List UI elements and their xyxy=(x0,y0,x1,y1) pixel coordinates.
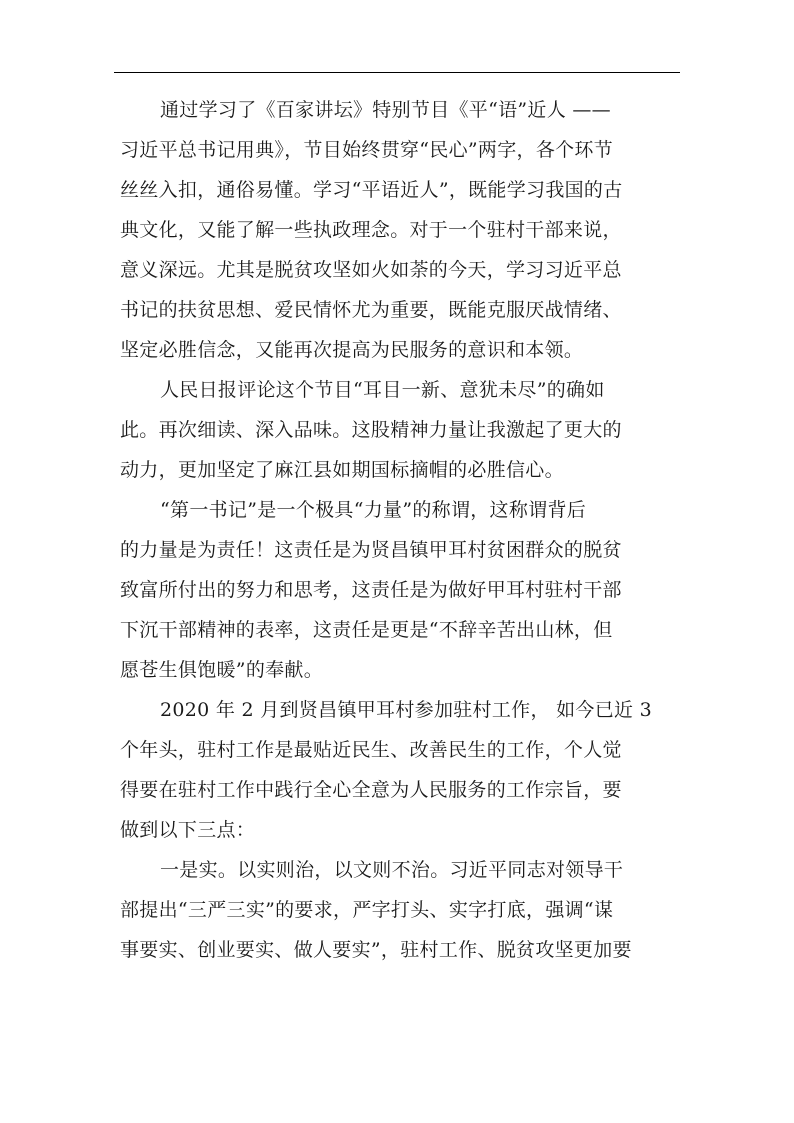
paragraph-1-line-1: 通过学习了《百家讲坛》特别节目《平“语”近人 —— xyxy=(160,99,611,121)
paragraph-5-line-3: 事要实、创业要实、做人要实”，驻村工作、脱贫攻坚更加要 xyxy=(120,939,632,961)
header-rule xyxy=(114,72,680,73)
paragraph-1-line-5: 意义深远。尤其是脱贫攻坚如火如荼的今天，学习习近平总 xyxy=(120,259,622,281)
paragraph-2-line-1: 人民日报评论这个节目“耳目一新、意犹未尽”的确如 xyxy=(160,379,605,401)
paragraph-5-line-2: 部提出“三严三实”的要求，严字打头、实字打底，强调“谋 xyxy=(120,899,614,921)
paragraph-3-line-1: “第一书记”是一个极具“力量”的称谓，这称谓背后 xyxy=(160,499,587,521)
paragraph-2-line-2: 此。再次细读、深入品味。这股精神力量让我激起了更大的 xyxy=(120,419,622,441)
paragraph-3-line-5: 愿苍生俱饱暖”的奉献。 xyxy=(120,659,324,681)
paragraph-4-line-4: 做到以下三点： xyxy=(120,819,256,841)
paragraph-1-line-3: 丝丝入扣，通俗易懂。学习“平语近人”，既能学习我国的古 xyxy=(120,179,623,201)
paragraph-3-line-2: 的力量是为责任！这责任是为贤昌镇甲耳村贫困群众的脱贫 xyxy=(120,539,622,561)
paragraph-3-line-4: 下沉干部精神的表率，这责任是更是“不辞辛苦出山林，但 xyxy=(120,619,613,641)
paragraph-5-line-1: 一是实。以实则治，以文则不治。习近平同志对领导干 xyxy=(160,859,624,881)
paragraph-1-line-6: 书记的扶贫思想、爱民情怀尤为重要，既能克服厌战情绪、 xyxy=(120,299,622,321)
paragraph-3-line-3: 致富所付出的努力和思考，这责任是为做好甲耳村驻村干部 xyxy=(120,579,622,601)
paragraph-4-line-1: 2020 年 2 月到贤昌镇甲耳村参加驻村工作， 如今已近 3 xyxy=(160,699,653,721)
paragraph-1-line-7: 坚定必胜信念，又能再次提高为民服务的意识和本领。 xyxy=(120,339,584,361)
paragraph-1-line-2: 习近平总书记用典》，节目始终贯穿“民心”两字，各个环节 xyxy=(120,139,614,161)
document-body xyxy=(120,90,678,970)
paragraph-1-line-4: 典文化，又能了解一些执政理念。对于一个驻村干部来说， xyxy=(120,219,622,241)
paragraph-4-line-3: 得要在驻村工作中践行全心全意为人民服务的工作宗旨，要 xyxy=(120,779,622,801)
paragraph-2-line-3: 动力，更加坚定了麻江县如期国标摘帽的必胜信心。 xyxy=(120,459,564,481)
paragraph-4-line-2: 个年头，驻村工作是最贴近民生、改善民生的工作，个人觉 xyxy=(120,739,622,761)
